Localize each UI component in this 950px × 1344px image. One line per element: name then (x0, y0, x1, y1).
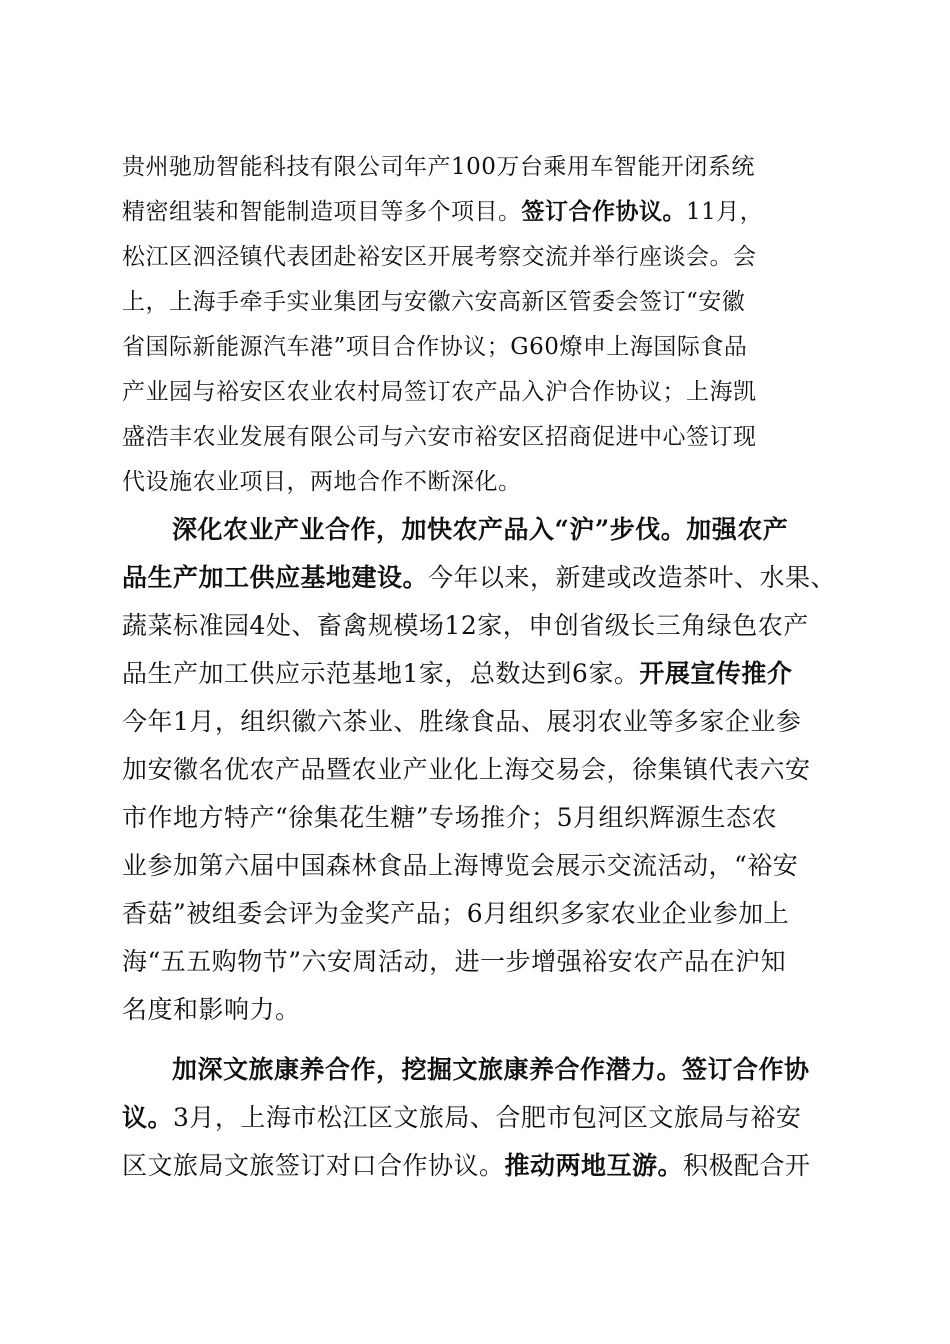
paragraph-1-line-6: 产业园与裕安区农业农村局签订农产品入沪合作协议；上海凯 (122, 379, 757, 405)
text-run: 精密组装和智能制造项目等多个项目。 (122, 199, 522, 225)
paragraph-2-line-9: 香菇”被组委会评为金奖产品；6月组织多家农业企业参加上 (122, 899, 790, 928)
paragraph-2-line-2 (122, 558, 836, 594)
paragraph-3-line-2 (122, 1098, 801, 1134)
bold-heading-run: 开展宣传推介 (639, 659, 793, 688)
paragraph-2-line-11: 名度和影响力。 (122, 995, 301, 1024)
paragraph-2-line-4 (122, 654, 792, 690)
text-run: 区文旅局文旅签订对口合作协议。 (122, 1151, 505, 1180)
paragraph-2-line-6: 加安徽名优农产品暨农业产业化上海交易会，徐集镇代表六安 (122, 755, 811, 784)
text-run: 品生产加工供应示范基地1家，总数达到6家。 (122, 659, 640, 688)
paragraph-1-line-7: 盛浩丰农业发展有限公司与六安市裕安区招商促进中心签订现 (122, 424, 757, 450)
paragraph-3-line-3 (122, 1146, 811, 1182)
paragraph-3-line-1: 加深文旅康养合作，挖掘文旅康养合作潜力。签订合作协 (172, 1055, 810, 1084)
paragraph-1-line-1: 贵州驰劢智能科技有限公司年产100万台乘用车智能开闭系统 (122, 154, 755, 180)
text-run: 11月， (686, 199, 764, 225)
bold-heading-run: 品生产加工供应基地建设。 (122, 563, 429, 592)
bold-heading-run: 议。 (122, 1103, 174, 1132)
paragraph-1-line-4: 上，上海手牵手实业集团与安徽六安高新区管委会签订“安徽 (122, 289, 746, 315)
paragraph-1-line-2 (122, 193, 763, 226)
paragraph-2-line-10: 海“五五购物节”六安周活动，进一步增强裕安农产品在沪知 (122, 947, 787, 976)
paragraph-1-line-8: 代设施农业项目，两地合作不断深化。 (122, 469, 522, 495)
paragraph-2-line-1: 深化农业产业合作，加快农产品入“沪”步伐。加强农产 (172, 515, 789, 544)
bold-heading-run: 推动两地互游。 (504, 1151, 684, 1180)
text-run: 积极配合开 (683, 1151, 811, 1180)
paragraph-1-line-3: 松江区泗泾镇代表团赴裕安区开展考察交流并举行座谈会。会 (122, 244, 757, 270)
bold-heading-run: 签订合作协议。 (521, 198, 686, 225)
text-run: 今年以来，新建或改造茶叶、水果、 (428, 563, 837, 592)
paragraph-2-line-8: 业参加第六届中国森林食品上海博览会展示交流活动，“裕安 (122, 851, 799, 880)
paragraph-2-line-3: 蔬菜标准园4处、畜禽规模场12家，申创省级长三角绿色农产 (122, 611, 809, 640)
text-run: 3月，上海市松江区文旅局、合肥市包河区文旅局与裕安 (173, 1103, 802, 1132)
paragraph-2-line-7: 市作地方特产“徐集花生糖”专场推介；5月组织辉源生态农 (122, 803, 777, 832)
paragraph-1-line-5: 省国际新能源汽车港”项目合作协议；G60燎申上海国际食品 (122, 334, 748, 360)
paragraph-2-line-5: 今年1月，组织徽六茶业、胜缘食品、展羽农业等多家企业参 (122, 707, 802, 736)
